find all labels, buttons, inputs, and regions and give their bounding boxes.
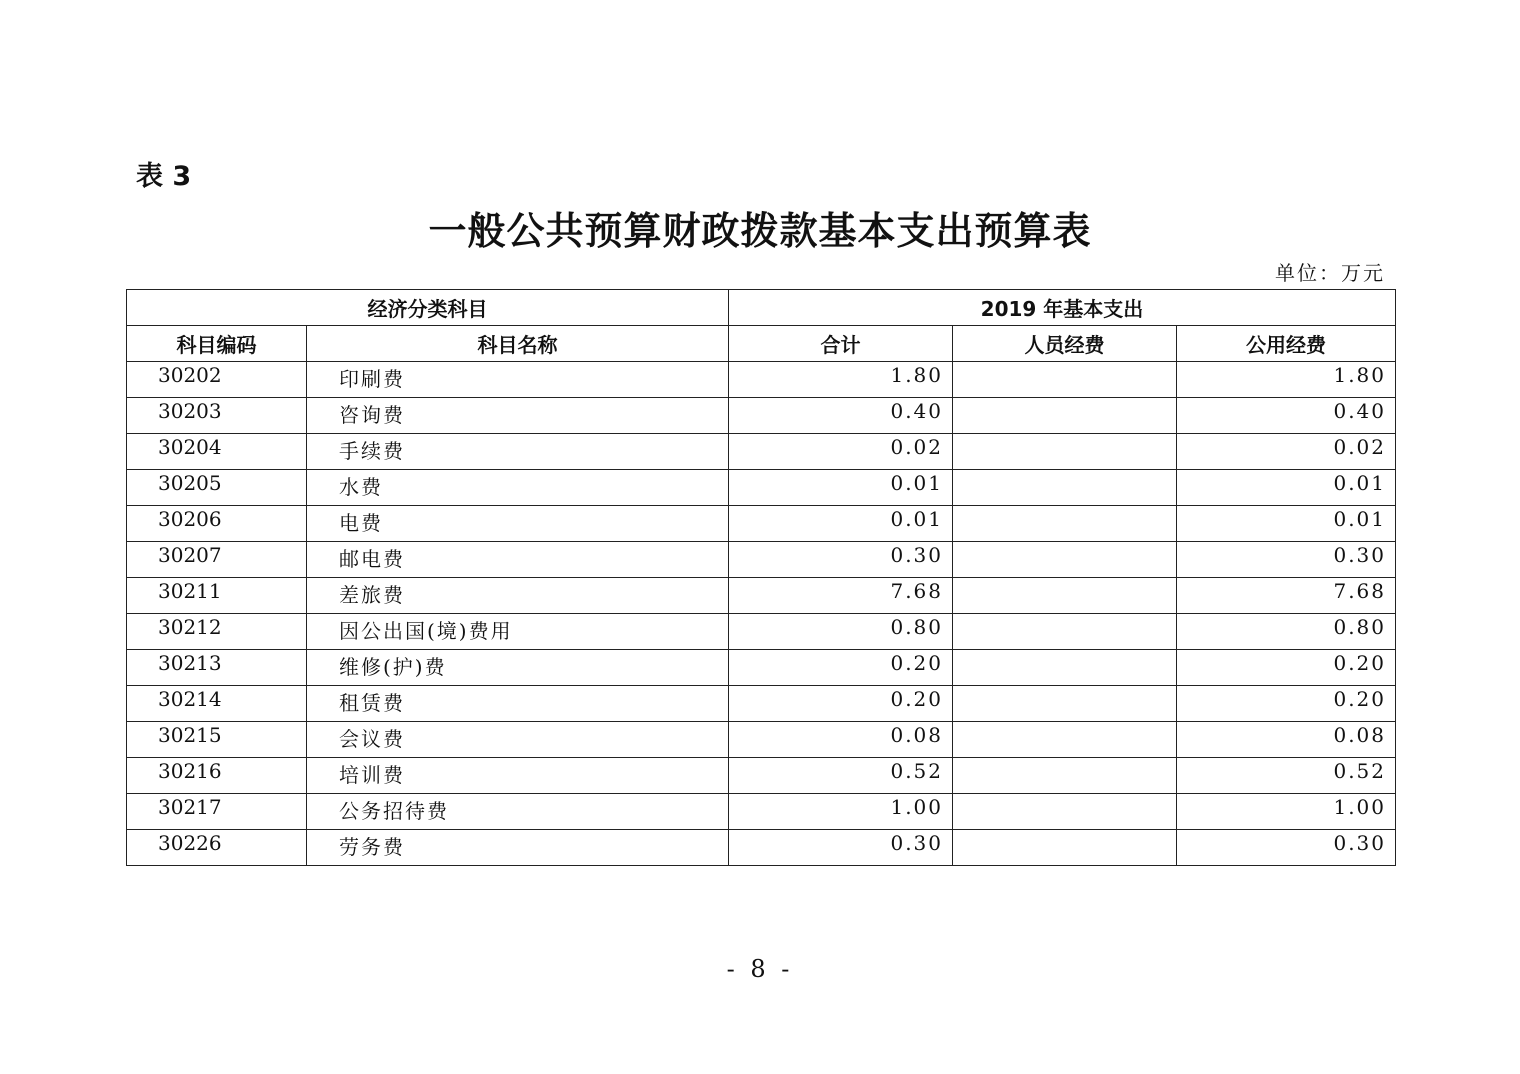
table-row [127,362,1396,398]
cell-total: 0.30 [729,542,953,578]
table-row [127,794,1396,830]
table-row [127,506,1396,542]
cell-code: 30211 [127,578,307,614]
header-basic-expenditure: 2019 年基本支出 [729,290,1396,326]
header-column-row [127,326,1396,362]
cell-name: 租赁费 [307,686,729,722]
cell-personnel [953,470,1177,506]
table-row [127,398,1396,434]
cell-name: 因公出国(境)费用 [307,614,729,650]
cell-personnel [953,794,1177,830]
cell-name: 维修(护)费 [307,650,729,686]
cell-public: 0.30 [1177,542,1396,578]
cell-public: 7.68 [1177,578,1396,614]
cell-public: 0.20 [1177,686,1396,722]
table-row [127,542,1396,578]
cell-name: 会议费 [307,722,729,758]
cell-personnel [953,542,1177,578]
cell-total: 0.20 [729,650,953,686]
cell-code: 30226 [127,830,307,866]
cell-personnel [953,614,1177,650]
column-header-public: 公用经费 [1177,326,1396,362]
cell-personnel [953,362,1177,398]
cell-public: 1.00 [1177,794,1396,830]
cell-personnel [953,830,1177,866]
column-header-personnel: 人员经费 [953,326,1177,362]
cell-public: 0.80 [1177,614,1396,650]
cell-total: 0.80 [729,614,953,650]
cell-personnel [953,650,1177,686]
cell-personnel [953,434,1177,470]
cell-name: 差旅费 [307,578,729,614]
cell-public: 0.01 [1177,506,1396,542]
cell-total: 0.40 [729,398,953,434]
page-number: - 8 - [726,955,794,983]
table-row [127,434,1396,470]
header-economic-classification: 经济分类科目 [127,290,729,326]
table-row [127,650,1396,686]
table-row [127,722,1396,758]
cell-code: 30207 [127,542,307,578]
cell-personnel [953,398,1177,434]
cell-name: 咨询费 [307,398,729,434]
cell-personnel [953,578,1177,614]
cell-name: 手续费 [307,434,729,470]
cell-total: 0.01 [729,506,953,542]
cell-code: 30217 [127,794,307,830]
cell-code: 30212 [127,614,307,650]
cell-personnel [953,758,1177,794]
table-body [127,362,1396,866]
cell-total: 0.08 [729,722,953,758]
cell-total: 0.20 [729,686,953,722]
cell-code: 30213 [127,650,307,686]
unit-label: 单位：万元 [1275,261,1385,285]
table-row [127,686,1396,722]
cell-name: 劳务费 [307,830,729,866]
cell-total: 1.80 [729,362,953,398]
cell-personnel [953,722,1177,758]
cell-code: 30203 [127,398,307,434]
cell-name: 培训费 [307,758,729,794]
cell-code: 30215 [127,722,307,758]
cell-public: 0.52 [1177,758,1396,794]
cell-code: 30206 [127,506,307,542]
cell-total: 0.52 [729,758,953,794]
column-header-code: 科目编码 [127,326,307,362]
cell-public: 0.20 [1177,650,1396,686]
table-row [127,758,1396,794]
cell-name: 印刷费 [307,362,729,398]
table-label: 表 3 [136,161,192,192]
cell-code: 30216 [127,758,307,794]
budget-table [126,289,1396,866]
cell-code: 30214 [127,686,307,722]
cell-name: 电费 [307,506,729,542]
cell-total: 1.00 [729,794,953,830]
cell-code: 30202 [127,362,307,398]
table-row [127,470,1396,506]
cell-total: 0.01 [729,470,953,506]
cell-public: 0.08 [1177,722,1396,758]
cell-personnel [953,686,1177,722]
cell-public: 0.30 [1177,830,1396,866]
cell-personnel [953,506,1177,542]
header-group-row [127,290,1396,326]
page-title: 一般公共预算财政拨款基本支出预算表 [428,209,1092,253]
column-header-total: 合计 [729,326,953,362]
cell-public: 0.02 [1177,434,1396,470]
cell-total: 0.30 [729,830,953,866]
table-row [127,830,1396,866]
cell-total: 0.02 [729,434,953,470]
cell-name: 公务招待费 [307,794,729,830]
cell-code: 30205 [127,470,307,506]
cell-name: 邮电费 [307,542,729,578]
table-row [127,578,1396,614]
cell-total: 7.68 [729,578,953,614]
cell-public: 0.40 [1177,398,1396,434]
column-header-name: 科目名称 [307,326,729,362]
table-row [127,614,1396,650]
cell-code: 30204 [127,434,307,470]
cell-public: 1.80 [1177,362,1396,398]
cell-name: 水费 [307,470,729,506]
cell-public: 0.01 [1177,470,1396,506]
